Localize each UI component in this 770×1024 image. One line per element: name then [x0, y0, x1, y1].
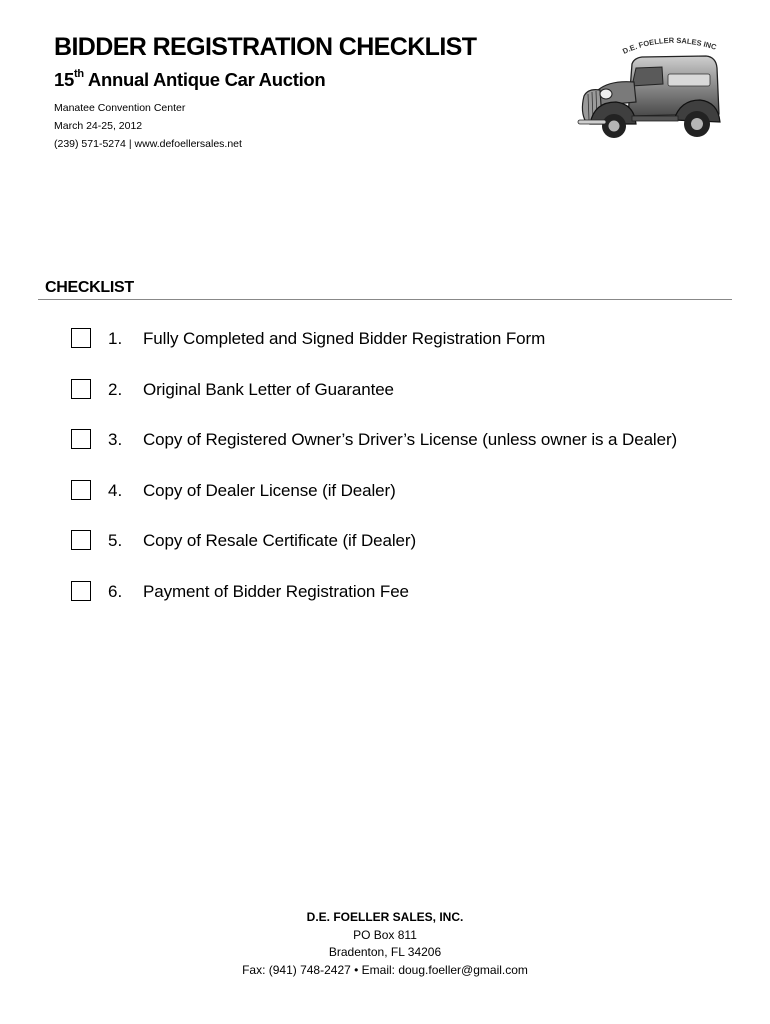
- antique-truck-icon: [576, 28, 726, 146]
- checklist-item: [71, 580, 677, 631]
- item-number: 2.: [108, 379, 123, 399]
- footer-company-name: D.E. FOELLER SALES, INC.: [306, 910, 464, 924]
- checklist-item: [71, 428, 677, 479]
- checklist-item: [71, 378, 677, 429]
- phone-number: (239) 571-5274: [54, 138, 126, 150]
- item-text: Payment of Bidder Registration Fee: [143, 581, 409, 601]
- item-text: Copy of Registered Owner’s Driver’s License (unless owner is a Dealer): [143, 430, 678, 449]
- website-link[interactable]: www.defoellersales.net: [134, 138, 242, 150]
- event-edition-suffix: th: [73, 67, 84, 80]
- checkbox[interactable]: [71, 530, 91, 550]
- venue-text: Manatee Convention Center: [54, 102, 186, 114]
- page-title: BIDDER REGISTRATION CHECKLIST: [54, 33, 477, 61]
- logo-wordmark: D.E. FOELLER SALES INC: [621, 35, 718, 56]
- footer-contact: Fax: (941) 748-2427 • Email: doug.foeller@gmail.com: [242, 962, 528, 977]
- checkbox[interactable]: [71, 429, 91, 449]
- footer-city: Bradenton, FL 34206: [328, 945, 442, 959]
- company-logo: [576, 28, 726, 146]
- checkbox[interactable]: [71, 581, 91, 601]
- item-text: Copy of Dealer License (if Dealer): [143, 480, 396, 500]
- checkbox[interactable]: [71, 379, 91, 399]
- svg-text:D.E. FOELLER SALES INC: [621, 36, 718, 56]
- checkbox[interactable]: [71, 480, 91, 500]
- checklist: [71, 327, 677, 630]
- item-text: Copy of Resale Certificate (if Dealer): [143, 531, 417, 550]
- event-name: Annual Antique Car Auction: [83, 69, 326, 90]
- item-number: 4.: [108, 480, 123, 500]
- checklist-item: [71, 327, 677, 378]
- checklist-item: [71, 529, 677, 580]
- item-number: 1.: [108, 329, 123, 348]
- separator: |: [128, 138, 132, 150]
- footer-po-box: PO Box 811: [353, 927, 417, 942]
- checklist-item: [71, 479, 677, 530]
- event-dates: March 24-25, 2012: [54, 120, 143, 132]
- item-text: Fully Completed and Signed Bidder Registration Form: [143, 329, 546, 348]
- footer-address: [0, 909, 770, 979]
- contact-line: [54, 138, 242, 150]
- item-number: 5.: [108, 531, 123, 550]
- section-divider: [38, 299, 732, 300]
- item-number: 3.: [108, 430, 123, 449]
- event-subtitle: [54, 69, 325, 91]
- checkbox[interactable]: [71, 328, 91, 348]
- item-number: 6.: [108, 581, 123, 601]
- event-edition-number: 15: [54, 69, 74, 90]
- checklist-heading: CHECKLIST: [45, 279, 134, 296]
- item-text: Original Bank Letter of Guarantee: [143, 379, 394, 399]
